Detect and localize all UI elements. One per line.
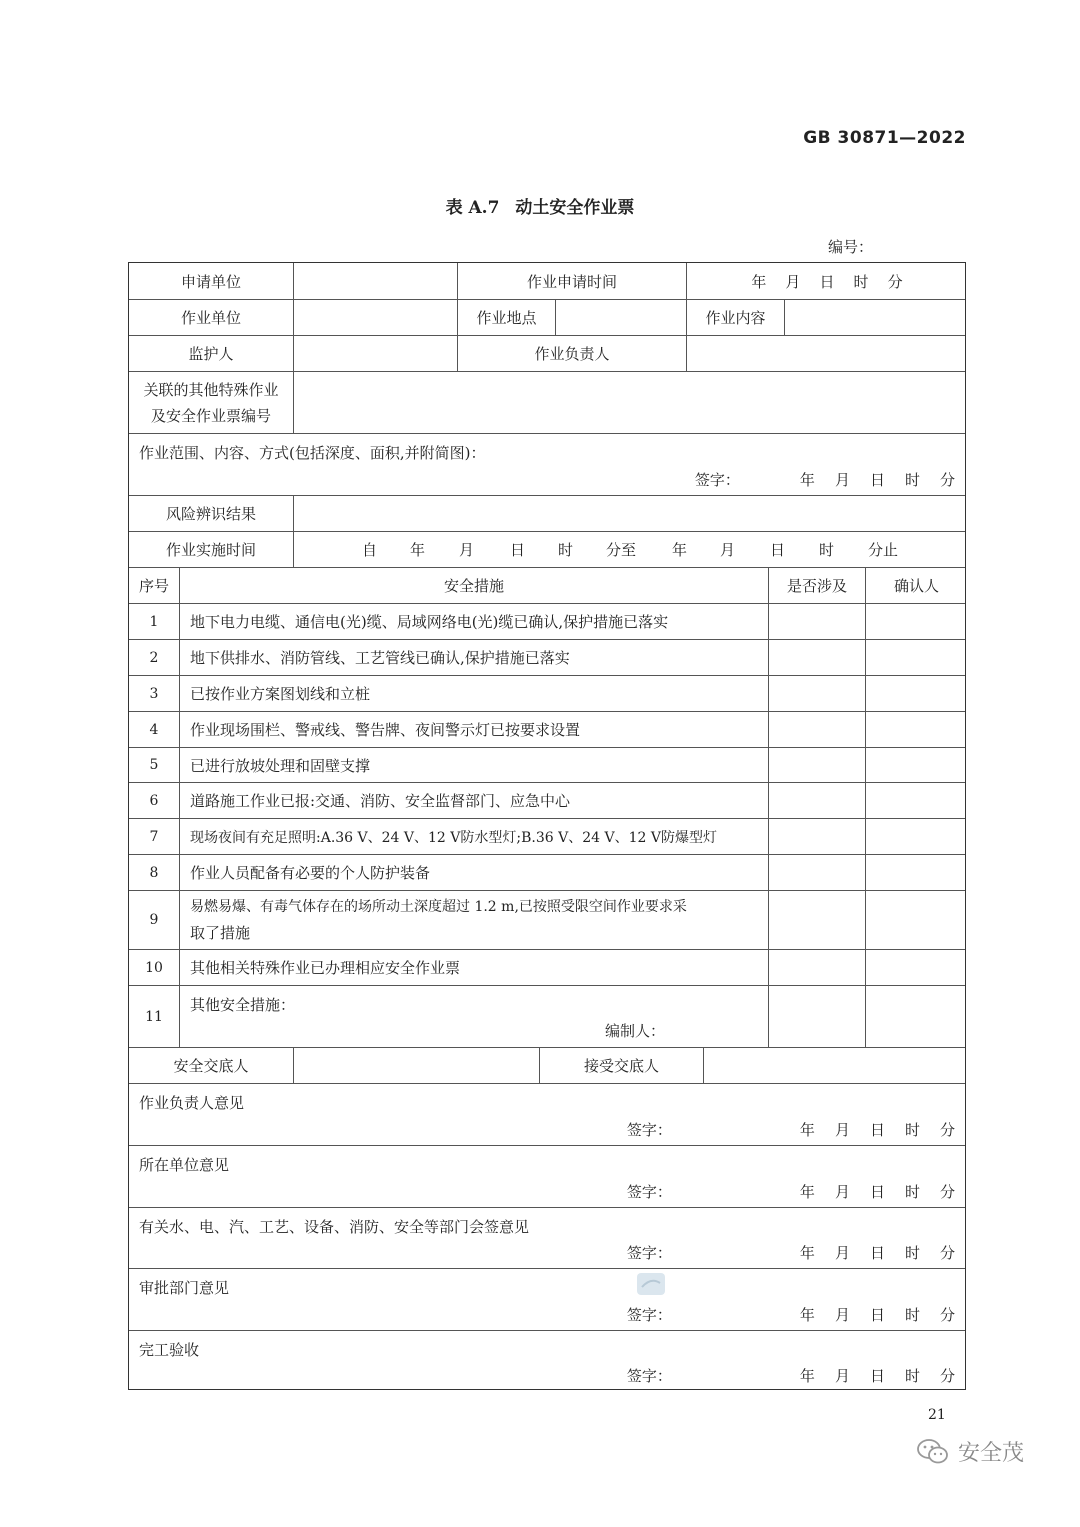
opinion-row-approval[interactable] <box>129 1268 965 1330</box>
confirm-cell[interactable] <box>865 676 967 711</box>
involved-cell[interactable] <box>768 604 865 639</box>
day-label: 日 <box>869 471 885 489</box>
measure-no: 8 <box>149 864 159 881</box>
minute-end-label: 分止 <box>868 541 899 559</box>
col-measure-header: 安全措施 <box>179 568 768 603</box>
measure-no: 1 <box>149 613 159 630</box>
minute-label: 分 <box>939 1367 955 1385</box>
measure-no: 6 <box>149 792 159 809</box>
opinion-signature[interactable] <box>627 1365 955 1386</box>
measure-no: 7 <box>149 828 159 845</box>
col-involved-header: 是否涉及 <box>768 568 865 603</box>
measure-text-line1: 易燃易爆、有毒气体存在的场所动土深度超过 1.2 m,已按照受限空间作业要求采 <box>190 899 687 915</box>
work-content-field[interactable] <box>784 300 967 335</box>
opinion-label: 有关水、电、汽、工艺、设备、消防、安全等部门会签意见 <box>139 1218 530 1236</box>
confirm-cell[interactable] <box>865 640 967 675</box>
month-label: 月 <box>834 471 850 489</box>
row-work-unit <box>129 299 965 335</box>
apply-unit-field[interactable] <box>293 263 457 299</box>
measure-row <box>129 949 965 985</box>
sign-label: 签字： <box>626 1367 672 1385</box>
giver-label: 安全交底人 <box>173 1057 249 1075</box>
minute-label: 分 <box>939 1121 955 1139</box>
impl-time-field[interactable] <box>293 532 967 567</box>
faint-stamp-icon <box>636 1271 666 1297</box>
opinion-row-departments[interactable] <box>129 1207 965 1268</box>
measure-row <box>129 603 965 639</box>
measure-no: 2 <box>149 649 159 666</box>
row-apply <box>129 263 965 299</box>
measure-row <box>129 675 965 711</box>
col-no-header: 序号 <box>138 577 169 595</box>
work-unit-field[interactable] <box>293 300 457 335</box>
hour-label: 时 <box>904 1183 920 1201</box>
row-scope <box>129 433 965 495</box>
receiver-field[interactable] <box>703 1048 967 1083</box>
opinion-label: 审批部门意见 <box>139 1279 230 1297</box>
opinion-signature[interactable] <box>627 1119 955 1140</box>
day-label: 日 <box>869 1244 885 1262</box>
work-content-label: 作业内容 <box>686 300 784 335</box>
minute-label: 分 <box>939 471 955 489</box>
guardian-label: 监护人 <box>188 345 234 363</box>
involved-cell[interactable] <box>768 783 865 818</box>
measure-text: 作业人员配备有必要的个人防护装备 <box>179 855 768 890</box>
month-label: 月 <box>834 1306 850 1324</box>
confirm-cell[interactable] <box>865 986 967 1047</box>
confirm-cell[interactable] <box>865 855 967 890</box>
opinion-label: 完工验收 <box>139 1341 200 1359</box>
measure-text: 现场夜间有充足照明:A.36 V、24 V、12 V防水型灯;B.36 V、24 V、12 V防爆型灯 <box>179 819 768 854</box>
related-work-field[interactable] <box>293 372 967 433</box>
measure-text: 作业现场围栏、警戒线、警告牌、夜间警示灯已按要求设置 <box>179 712 768 747</box>
receiver-label: 接受交底人 <box>539 1048 703 1083</box>
measure-row <box>129 890 965 949</box>
row-handover <box>129 1047 965 1083</box>
involved-cell[interactable] <box>768 640 865 675</box>
opinion-label: 所在单位意见 <box>139 1156 230 1174</box>
month-label: 月 <box>834 1367 850 1385</box>
measure-row <box>129 985 965 1047</box>
watermark <box>916 1436 1024 1467</box>
from-label: 自 <box>362 541 378 559</box>
involved-cell[interactable] <box>768 676 865 711</box>
involved-cell[interactable] <box>768 986 865 1047</box>
row-guardian <box>129 335 965 371</box>
year-label: 年 <box>410 541 426 559</box>
measure-row <box>129 818 965 854</box>
risk-field[interactable] <box>293 496 967 531</box>
table-number: 表 A.7 <box>445 198 500 218</box>
serial-number-label: 编号： <box>828 238 874 256</box>
hour-label: 时 <box>904 471 920 489</box>
row-impl-time <box>129 531 965 567</box>
page-number: 21 <box>928 1407 946 1423</box>
day-label: 日 <box>869 1306 885 1324</box>
measure-no: 3 <box>149 685 159 702</box>
related-work-label-line1: 关联的其他特殊作业 <box>143 380 279 399</box>
work-unit-label: 作业单位 <box>180 309 241 327</box>
month-label: 月 <box>834 1121 850 1139</box>
sign-label: 签字： <box>626 1183 672 1201</box>
work-leader-label: 作业负责人 <box>457 336 686 371</box>
measure-text: 地下电力电缆、通信电(光)缆、局域网络电(光)缆已确认,保护措施已落实 <box>179 604 768 639</box>
minute-label: 分 <box>939 1244 955 1262</box>
year-label: 年 <box>799 1367 815 1385</box>
compiler-label: 编制人： <box>605 1022 666 1040</box>
measure-text <box>179 891 768 949</box>
col-confirm-header: 确认人 <box>865 568 967 603</box>
measure-row <box>129 711 965 747</box>
involved-cell[interactable] <box>768 855 865 890</box>
confirm-cell[interactable] <box>865 819 967 854</box>
measure-text: 已进行放坡处理和固壁支撑 <box>179 748 768 782</box>
year-label: 年 <box>799 1121 815 1139</box>
measure-no: 4 <box>149 721 159 738</box>
month-label: 月 <box>459 541 475 559</box>
apply-time-field[interactable]: 年 月 日 时 分 <box>686 263 967 299</box>
confirm-cell[interactable] <box>865 783 967 818</box>
related-work-label <box>129 372 293 433</box>
measure-no: 9 <box>149 912 159 928</box>
measure-text: 地下供排水、消防管线、工艺管线已确认,保护措施已落实 <box>179 640 768 675</box>
year-label-2: 年 <box>672 541 688 559</box>
opinion-signature[interactable] <box>627 1242 955 1263</box>
guardian-field[interactable] <box>293 336 457 371</box>
confirm-cell[interactable] <box>865 748 967 782</box>
involved-cell[interactable] <box>768 819 865 854</box>
hour-label: 时 <box>904 1121 920 1139</box>
measure-row <box>129 782 965 818</box>
measure-no: 11 <box>145 1008 163 1025</box>
involved-cell[interactable] <box>768 891 865 949</box>
day-label: 日 <box>869 1121 885 1139</box>
day-label: 日 <box>510 541 526 559</box>
year-label: 年 <box>799 1183 815 1201</box>
hour-label: 时 <box>558 541 574 559</box>
confirm-cell[interactable] <box>865 712 967 747</box>
measure-no: 10 <box>145 959 163 976</box>
measure-no: 5 <box>149 757 159 773</box>
month-label: 月 <box>834 1183 850 1201</box>
sign-label: 签字： <box>626 1244 672 1262</box>
row-related <box>129 371 965 433</box>
year-label: 年 <box>799 1306 815 1324</box>
work-permit-table <box>128 262 966 1390</box>
work-leader-field[interactable] <box>686 336 967 371</box>
confirm-cell[interactable] <box>865 604 967 639</box>
measure-text-cell[interactable] <box>179 986 768 1047</box>
wechat-icon <box>916 1437 950 1467</box>
opinion-row-unit[interactable] <box>129 1145 965 1207</box>
apply-unit-label: 申请单位 <box>180 272 241 291</box>
involved-cell[interactable] <box>768 950 865 985</box>
minute-label: 分 <box>939 1306 955 1324</box>
hour-label: 时 <box>904 1306 920 1324</box>
confirm-cell[interactable] <box>865 891 967 949</box>
table-name: 动土安全作业票 <box>515 198 635 218</box>
scope-label: 作业范围、内容、方式(包括深度、面积,并附简图)： <box>139 444 486 462</box>
minute-label: 分 <box>939 1183 955 1201</box>
opinion-signature[interactable] <box>627 1181 955 1202</box>
measure-text: 其他相关特殊作业已办理相应安全作业票 <box>179 950 768 985</box>
measures-header-row <box>129 567 965 603</box>
giver-field[interactable] <box>293 1048 539 1083</box>
measure-row <box>129 747 965 782</box>
day-label-2: 日 <box>770 541 786 559</box>
opinion-label: 作业负责人意见 <box>139 1094 245 1112</box>
work-site-label: 作业地点 <box>457 300 555 335</box>
opinion-signature[interactable] <box>627 1304 955 1325</box>
hour-label: 时 <box>904 1244 920 1262</box>
watermark-text: 安全茂 <box>958 1441 1025 1466</box>
risk-label: 风险辨识结果 <box>165 505 256 523</box>
hour-label-2: 时 <box>819 541 835 559</box>
involved-cell[interactable] <box>768 712 865 747</box>
hour-label: 时 <box>904 1367 920 1385</box>
measure-row <box>129 639 965 675</box>
measure-text: 其他安全措施： <box>190 996 296 1014</box>
month-label-2: 月 <box>720 541 736 559</box>
day-label: 日 <box>869 1183 885 1201</box>
minute-to-label: 分至 <box>606 541 637 559</box>
measure-row <box>129 854 965 890</box>
apply-time-label: 作业申请时间 <box>457 263 686 299</box>
opinion-row-leader[interactable] <box>129 1083 965 1145</box>
measure-text-line2: 取了措施 <box>190 924 251 942</box>
impl-time-label: 作业实施时间 <box>165 541 256 559</box>
year-label: 年 <box>799 1244 815 1262</box>
sign-label: 签字： <box>626 1121 672 1139</box>
measure-text: 道路施工作业已报:交通、消防、安全监督部门、应急中心 <box>179 783 768 818</box>
day-label: 日 <box>869 1367 885 1385</box>
sign-label: 签字： <box>694 471 740 489</box>
row-risk <box>129 495 965 531</box>
work-site-field[interactable] <box>555 300 686 335</box>
table-title <box>0 193 1080 218</box>
standard-number: GB 30871—2022 <box>803 128 966 148</box>
sign-label: 签字： <box>626 1306 672 1324</box>
opinion-row-acceptance[interactable] <box>129 1330 965 1391</box>
year-label: 年 <box>799 471 815 489</box>
confirm-cell[interactable] <box>865 950 967 985</box>
measure-text: 已按作业方案图划线和立桩 <box>179 676 768 711</box>
scope-signature[interactable] <box>695 469 955 490</box>
month-label: 月 <box>834 1244 850 1262</box>
related-work-label-line2: 及安全作业票编号 <box>150 406 271 425</box>
involved-cell[interactable] <box>768 748 865 782</box>
